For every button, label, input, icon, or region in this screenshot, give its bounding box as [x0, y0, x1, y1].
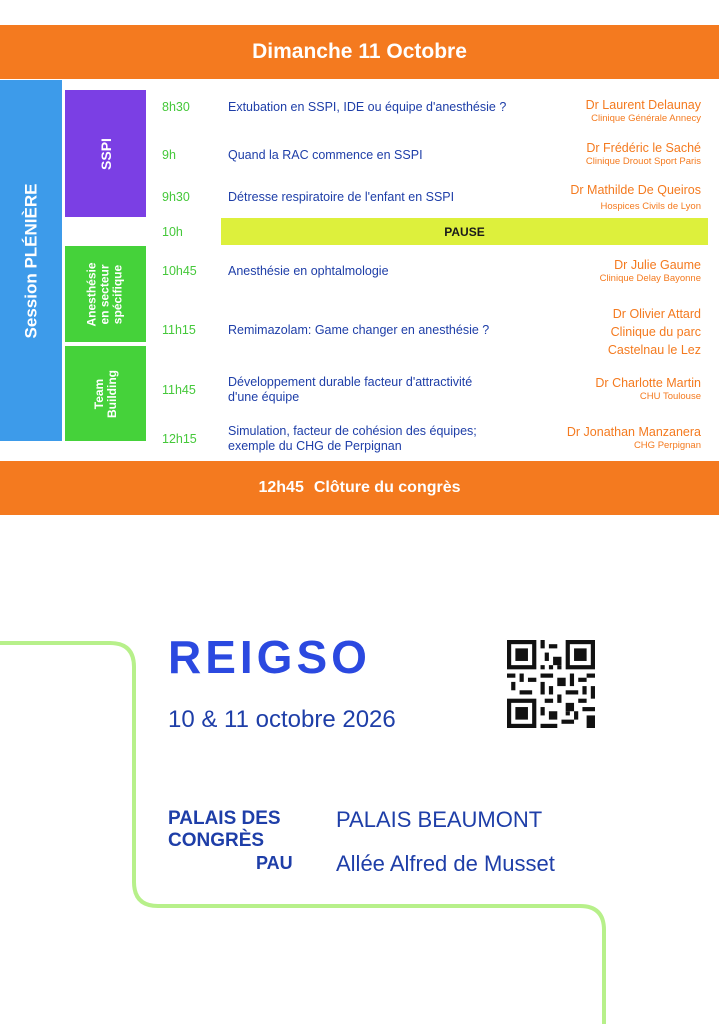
session-title-line2: d'une équipe: [228, 390, 300, 404]
speaker-affiliation: Clinique Delay Bayonne: [599, 273, 701, 284]
closing-label: Clôture du congrès: [313, 479, 461, 496]
speaker-affiliation: CHU Toulouse: [639, 391, 701, 402]
speaker-name: Dr Charlotte Martin: [595, 376, 701, 390]
anesthesia-line1: Anesthésie: [85, 261, 99, 327]
session-time: 8h30: [162, 100, 190, 114]
event-dates: 10 & 11 octobre 2026: [168, 706, 396, 733]
venue-logo-line3: PAU: [256, 853, 293, 873]
speaker-name-line1: Dr Olivier Attard: [612, 307, 701, 321]
sspi-label-text: SSPI: [97, 137, 114, 170]
venue-logo: [168, 808, 293, 874]
venue-logo-line2: CONGRÈS: [168, 830, 265, 851]
qr-code-icon: [507, 640, 595, 728]
speaker-name-line3: Castelnau le Lez: [607, 343, 701, 357]
session-time: 9h: [162, 148, 176, 162]
team-line2: Building: [104, 369, 119, 418]
speaker-affiliation: Clinique Générale Annecy: [591, 113, 701, 124]
event-logo: REIGSO: [168, 631, 371, 683]
session-title: Anesthésie en ophtalmologie: [228, 264, 389, 278]
speaker-affiliation: Clinique Drouot Sport Paris: [585, 156, 701, 167]
session-title: Remimazolam: Game changer en anesthésie ?: [228, 323, 490, 337]
team-line1: Team: [91, 378, 106, 409]
session-title-line2: exemple du CHG de Perpignan: [228, 439, 402, 453]
anesthesia-line2: en secteur: [98, 263, 112, 325]
speaker-affiliation: CHG Perpignan: [633, 440, 701, 451]
day-title: Dimanche 11 Octobre: [252, 40, 467, 63]
pause-time: 10h: [162, 225, 183, 239]
speaker-name: Dr Mathilde De Queiros: [570, 183, 701, 197]
anesthesia-line3: spécifique: [111, 264, 125, 324]
session-title: Quand la RAC commence en SSPI: [228, 148, 423, 162]
session-title: Détresse respiratoire de l'enfant en SSPI: [228, 190, 455, 204]
venue-address: Allée Alfred de Musset: [336, 851, 555, 876]
venue-name: PALAIS BEAUMONT: [336, 807, 543, 832]
session-time: 12h15: [162, 432, 197, 446]
session-title-line1: Simulation, facteur de cohésion des équipes;: [228, 424, 477, 438]
session-time: 11h15: [162, 323, 196, 337]
session-time: 11h45: [162, 383, 196, 397]
session-time: 9h30: [162, 190, 190, 204]
session-time: 10h45: [162, 264, 197, 278]
speaker-name: Dr Laurent Delaunay: [585, 98, 701, 112]
speaker-name-line2: Clinique du parc: [610, 325, 701, 339]
speaker-name: Dr Julie Gaume: [614, 258, 701, 272]
session-title-line1: Développement durable facteur d'attractivité: [228, 375, 473, 389]
speaker-name: Dr Jonathan Manzanera: [566, 425, 701, 439]
venue-logo-line1: PALAIS DES: [168, 808, 281, 829]
session-title: Extubation en SSPI, IDE ou équipe d'anesthésie ?: [228, 100, 507, 114]
closing-time: 12h45: [258, 479, 304, 496]
pause-label: PAUSE: [444, 224, 485, 239]
session-label-text: Session PLÉNIÈRE: [21, 183, 40, 338]
speaker-name: Dr Frédéric le Saché: [586, 141, 701, 155]
speaker-affiliation: Hospices Civils de Lyon: [600, 201, 701, 212]
